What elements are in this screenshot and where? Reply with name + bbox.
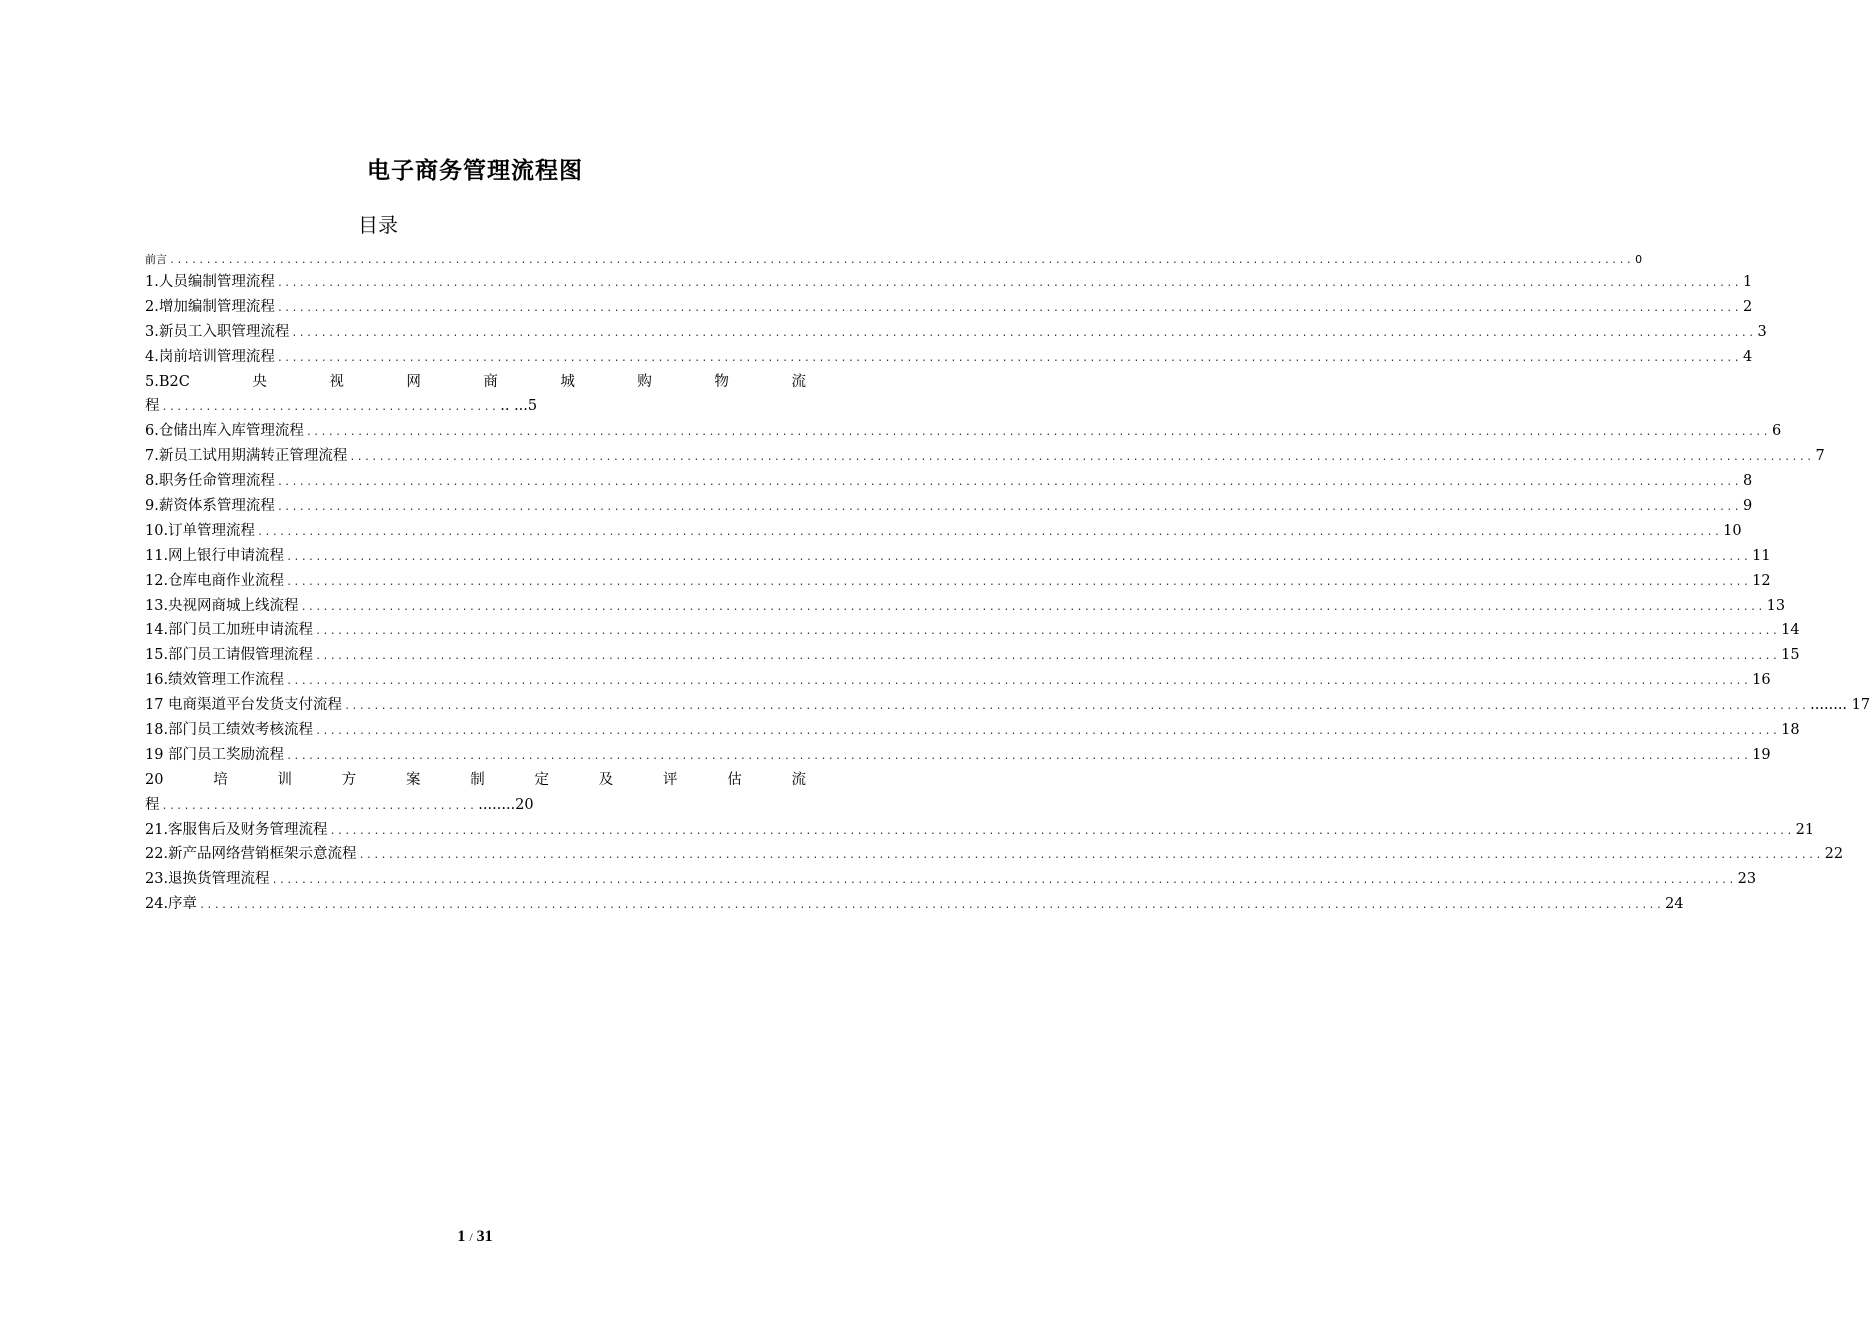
toc-entry-label: 17 电商渠道平台发货支付流程 bbox=[145, 697, 343, 714]
toc-entry-page: 11 bbox=[1752, 547, 1771, 564]
toc-entry-label: 22.新产品网络营销框架示意流程 bbox=[145, 846, 357, 863]
toc-entry-label: 7.新员工试用期满转正管理流程 bbox=[145, 448, 348, 465]
toc-entry-page: 1 bbox=[1742, 274, 1753, 290]
toc-entry-page: 23 bbox=[1737, 871, 1757, 888]
toc-heading: 目录 bbox=[358, 213, 398, 237]
toc-entry-label: 18.部门员工绩效考核流程 bbox=[145, 722, 314, 739]
toc-entry[interactable] bbox=[145, 419, 1782, 444]
toc-entry[interactable] bbox=[145, 818, 1815, 843]
toc-label-part: 培 bbox=[213, 771, 228, 788]
toc-label-part: 视 bbox=[329, 373, 344, 390]
toc-entry-page: 19 bbox=[1752, 746, 1771, 763]
toc-entry-page: 22 bbox=[1824, 846, 1844, 863]
toc-entry[interactable] bbox=[145, 270, 1753, 295]
toc-label-part: 制 bbox=[470, 771, 485, 788]
toc-entry-label: 13.央视网商城上线流程 bbox=[145, 597, 299, 614]
toc-entry-label: 4.岗前培训管理流程 bbox=[145, 348, 275, 365]
toc-entry[interactable] bbox=[145, 643, 1800, 668]
toc-label-part: 物 bbox=[714, 373, 729, 390]
toc-entry[interactable] bbox=[145, 345, 1753, 370]
toc-leader-dots: ........................................................................................................................................................................................................ bbox=[315, 651, 1780, 663]
toc-entry-page: 12 bbox=[1752, 572, 1771, 589]
toc-entry-label: 程 bbox=[145, 398, 160, 415]
toc-entry-label: 8.职务任命管理流程 bbox=[145, 473, 275, 490]
toc-entry-label: 1.人员编制管理流程 bbox=[145, 274, 275, 290]
toc-entry-page: ........20 bbox=[478, 796, 534, 813]
toc-entry-wrapped[interactable] bbox=[145, 370, 806, 420]
toc-leader-dots: ........................................................................................................................................................................................................ bbox=[286, 750, 1751, 762]
current-page-number: 1 bbox=[457, 1228, 466, 1245]
toc-label-part: 商 bbox=[483, 373, 498, 390]
toc-leader-dots: ........................................................................................................................................................................................................ bbox=[276, 278, 1741, 289]
toc-entry-page: 13 bbox=[1766, 597, 1786, 614]
toc-label-part: 20 bbox=[145, 771, 164, 788]
toc-label-part: 央 bbox=[252, 373, 267, 390]
toc-entry-page: 21 bbox=[1795, 821, 1815, 838]
toc-entry-label: 16.绩效管理工作流程 bbox=[145, 672, 285, 689]
toc-leader-dots: ........................................................................................................................................................................................................ bbox=[276, 502, 1741, 514]
toc-entry-label: 12.仓库电商作业流程 bbox=[145, 572, 285, 589]
toc-leader-dots: .............................................. bbox=[161, 402, 499, 414]
toc-leader-dots: ........................................................................................................................................................................................................ bbox=[276, 302, 1741, 314]
toc-label-part: 网 bbox=[406, 373, 421, 390]
toc-entry-label: 21.客服售后及财务管理流程 bbox=[145, 821, 328, 838]
toc-entry-label: 24.序章 bbox=[145, 896, 198, 913]
toc-entry-page: 15 bbox=[1781, 647, 1800, 664]
toc-entry[interactable] bbox=[145, 569, 1771, 594]
toc-label-part: 方 bbox=[341, 771, 357, 788]
toc-label-part: 及 bbox=[598, 771, 614, 788]
page-separator: / bbox=[469, 1230, 473, 1244]
toc-entry[interactable] bbox=[145, 494, 1753, 519]
toc-entry[interactable] bbox=[145, 469, 1753, 494]
total-page-count: 31 bbox=[476, 1228, 493, 1245]
toc-entry[interactable] bbox=[145, 743, 1771, 768]
toc-entry[interactable] bbox=[145, 544, 1771, 569]
toc-leader-dots: ........................................................................................................................................................................................................ bbox=[300, 601, 1765, 613]
toc-leader-dots: ........................................................................................................................................................................................................ bbox=[349, 452, 1814, 464]
toc-label-part: 流 bbox=[791, 771, 806, 788]
toc-entry-label: 15.部门员工请假管理流程 bbox=[145, 647, 314, 664]
toc-leader-dots: ........................................................................................................................................................................................................ bbox=[315, 626, 1780, 638]
toc-entry-label: 程 bbox=[145, 796, 160, 813]
toc-entry[interactable] bbox=[145, 594, 1786, 619]
toc-entry-page: 8 bbox=[1742, 473, 1753, 490]
toc-entry-page: 4 bbox=[1742, 348, 1753, 365]
toc-leader-dots: ........................................................................................................................................................................................................ bbox=[291, 327, 1756, 339]
toc-entry[interactable] bbox=[145, 320, 1767, 345]
toc-entry-label: 14.部门员工加班申请流程 bbox=[145, 622, 314, 639]
toc-leader-dots: ........................................................................................................................................................................................................ bbox=[305, 427, 1770, 439]
toc-entry-label: 前言 bbox=[145, 253, 167, 266]
toc-leader-dots: ........................................................................................................................................................................................................ bbox=[358, 850, 1823, 862]
toc-leader-dots: ........................................................................................................................................................................................................ bbox=[344, 701, 1809, 713]
toc-entry-page: 10 bbox=[1723, 522, 1742, 539]
toc-entry[interactable] bbox=[145, 444, 1825, 469]
toc-entry[interactable] bbox=[145, 867, 1757, 892]
toc-label-part: 城 bbox=[560, 373, 575, 390]
toc-entry-wrapped[interactable] bbox=[145, 768, 806, 818]
toc-entry-label-spread bbox=[145, 370, 806, 395]
toc-entry[interactable] bbox=[145, 693, 1870, 718]
toc-entry-page: 16 bbox=[1752, 672, 1771, 689]
toc-entry[interactable] bbox=[145, 718, 1800, 743]
toc-label-part: 购 bbox=[637, 373, 652, 390]
toc-entry-page: 3 bbox=[1757, 323, 1767, 340]
toc-label-part: 流 bbox=[791, 373, 806, 390]
toc-entry-page: 18 bbox=[1781, 722, 1800, 739]
toc-leader-dots: ........................................................................................................................................................................................................ bbox=[271, 875, 1736, 887]
toc-leader-dots: ........................................................................................................................................................................................................ bbox=[315, 726, 1780, 738]
toc-entry-continuation bbox=[145, 793, 806, 818]
toc-entry-label-spread bbox=[145, 768, 806, 793]
toc-label-part: 5.B2C bbox=[145, 373, 190, 390]
toc-entry-label: 6.仓储出库入库管理流程 bbox=[145, 423, 304, 440]
toc-leader-dots: ........................................................................................................................................................................................................ bbox=[257, 526, 1722, 538]
toc-leader-dots: ........................................................................................................................................................................................................ bbox=[329, 825, 1794, 837]
toc-entry-page: 0 bbox=[1635, 253, 1643, 266]
toc-entry-page: 7 bbox=[1815, 448, 1825, 465]
toc-entry-label: 23.退换货管理流程 bbox=[145, 871, 270, 888]
toc-entry-page: .. ...5 bbox=[500, 398, 538, 415]
toc-leader-dots: ........................................................................................................................................................................................................ bbox=[286, 676, 1751, 688]
toc-leader-dots: ........................................................................................................................................................................................................ bbox=[276, 477, 1741, 489]
toc-entry-label: 11.网上银行申请流程 bbox=[145, 547, 285, 564]
table-of-contents bbox=[145, 250, 1870, 917]
toc-leader-dots: ........................................................................................................................................................................................................ bbox=[169, 255, 1634, 266]
toc-entry[interactable] bbox=[145, 618, 1800, 643]
page-number-footer bbox=[0, 1228, 950, 1246]
toc-entry-continuation bbox=[145, 394, 806, 419]
toc-entry-label: 10.订单管理流程 bbox=[145, 522, 256, 539]
toc-entry-page: 2 bbox=[1742, 298, 1753, 315]
toc-entry-page: 14 bbox=[1781, 622, 1800, 639]
toc-entry-label: 9.薪资体系管理流程 bbox=[145, 498, 275, 515]
toc-entry-page: ........ 17 bbox=[1810, 697, 1870, 714]
toc-entry[interactable] bbox=[145, 892, 1684, 917]
toc-entry-page: 24 bbox=[1665, 896, 1684, 913]
toc-entry-page: 9 bbox=[1742, 498, 1753, 515]
toc-leader-dots: ........................................................................................................................................................................................................ bbox=[199, 900, 1664, 912]
toc-leader-dots: ........................................................................................................................................................................................................ bbox=[286, 551, 1751, 563]
toc-entry-preface[interactable] bbox=[145, 250, 1643, 270]
toc-entry-label: 19 部门员工奖励流程 bbox=[145, 746, 285, 763]
toc-entry[interactable] bbox=[145, 842, 1844, 867]
toc-label-part: 定 bbox=[534, 771, 549, 788]
toc-entry-label: 3.新员工入职管理流程 bbox=[145, 323, 290, 340]
toc-entry[interactable] bbox=[145, 668, 1771, 693]
toc-label-part: 训 bbox=[277, 771, 292, 788]
document-title: 电子商务管理流程图 bbox=[367, 158, 583, 184]
toc-label-part: 评 bbox=[662, 771, 678, 788]
toc-leader-dots: ........................................................................................................................................................................................................ bbox=[276, 352, 1741, 364]
toc-leader-dots: ........................................................................................................................................................................................................ bbox=[286, 576, 1751, 588]
toc-label-part: 估 bbox=[727, 771, 742, 788]
toc-entry-label: 2.增加编制管理流程 bbox=[145, 298, 275, 315]
toc-entry-page: 6 bbox=[1771, 423, 1782, 440]
toc-label-part: 案 bbox=[405, 771, 421, 788]
toc-leader-dots: ........................................... bbox=[161, 800, 477, 812]
toc-entry[interactable] bbox=[145, 295, 1753, 320]
toc-entry[interactable] bbox=[145, 519, 1742, 544]
